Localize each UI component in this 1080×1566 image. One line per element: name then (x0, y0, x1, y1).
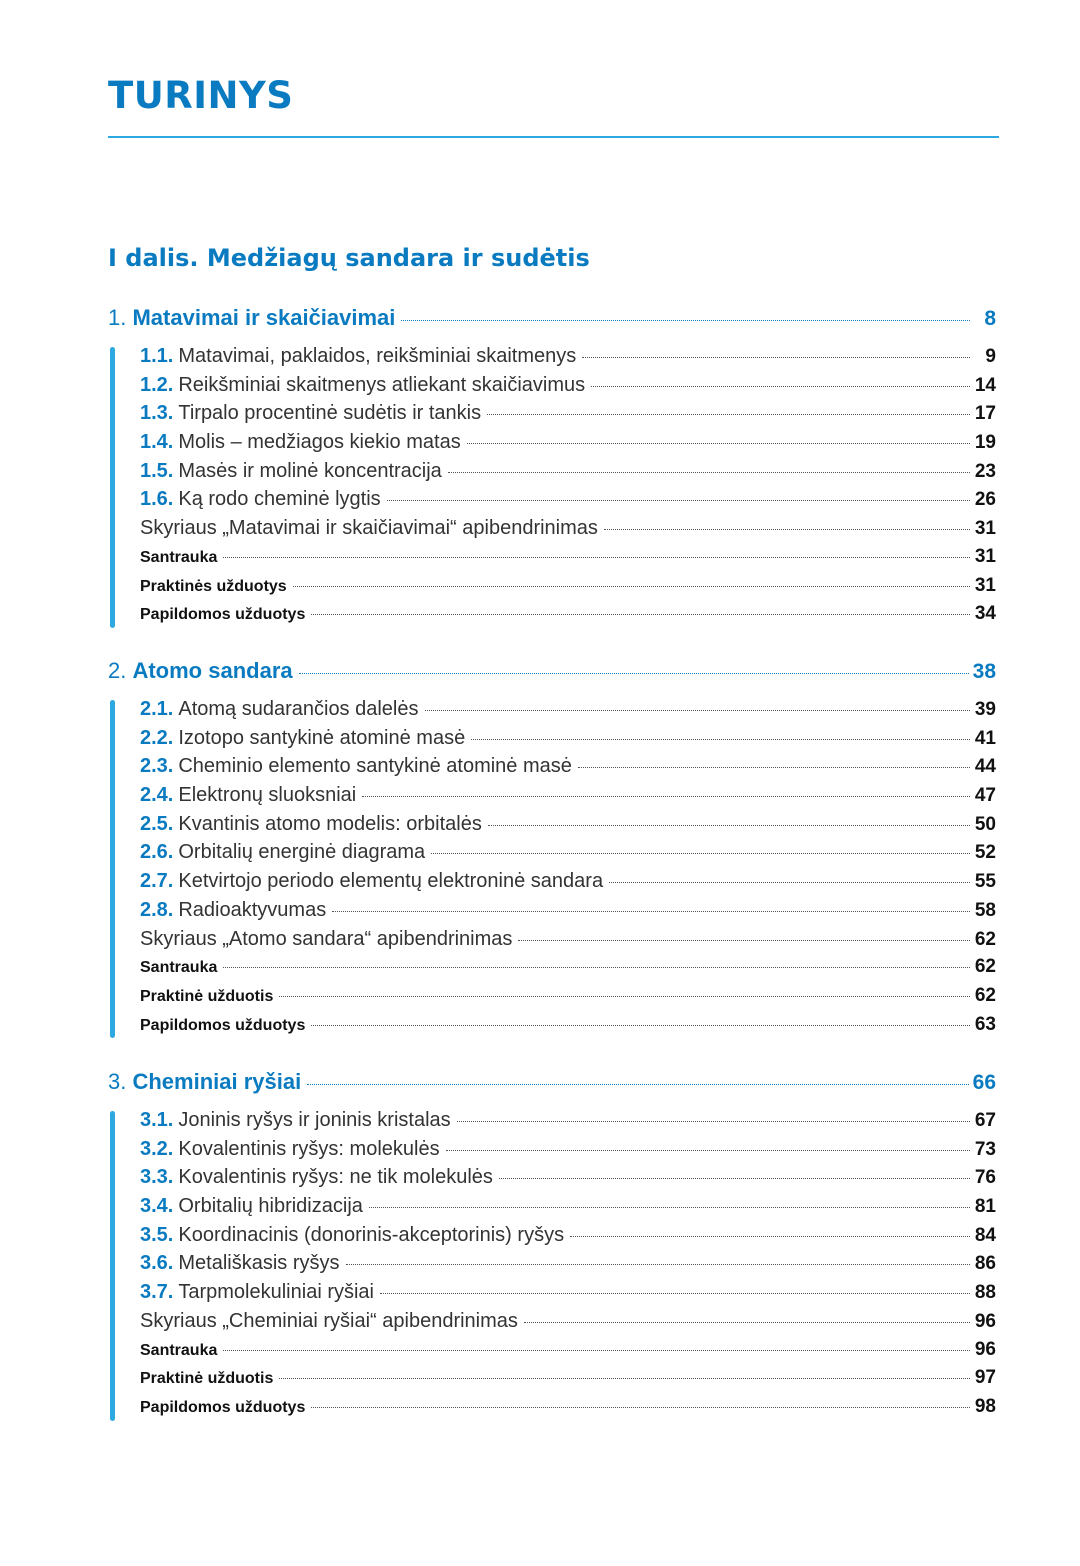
section-title: Ką rodo cheminė lygtis (178, 488, 381, 511)
toc-entry[interactable] (140, 374, 996, 403)
dot-leader (471, 739, 970, 740)
section-number: 1.5. (140, 459, 174, 482)
page-number: 73 (974, 1138, 996, 1160)
title-rule (108, 136, 999, 138)
dot-leader (487, 414, 970, 415)
accent-bar (110, 347, 115, 628)
page-number: 19 (974, 432, 996, 454)
section-number: 2.1. (140, 698, 174, 720)
dot-leader (223, 967, 970, 968)
section-number: 3.4. (140, 1195, 174, 1218)
section-title: Kovalentinis ryšys: ne tik molekulės (178, 1166, 493, 1189)
page-title: TURINYS (108, 74, 294, 117)
chapter-name: Matavimai ir skaičiavimai (132, 305, 396, 330)
page-number: 96 (974, 1338, 996, 1360)
section-title: Radioaktyvumas (178, 898, 327, 921)
page-number: 66 (972, 1071, 996, 1094)
dot-leader (446, 1150, 970, 1151)
section-number: 2.6. (140, 841, 174, 864)
section-title: Cheminio elemento santykinė atominė masė (178, 755, 572, 778)
section-number: 3.2. (140, 1137, 174, 1160)
section-title: Metališkasis ryšys (178, 1252, 340, 1275)
toc-entry[interactable] (140, 755, 996, 784)
page-number: 62 (974, 928, 996, 950)
dot-leader (279, 996, 970, 997)
page-number: 88 (974, 1282, 996, 1304)
dot-leader (311, 1407, 970, 1408)
page-number: 39 (974, 699, 996, 720)
toc-entry[interactable] (140, 1166, 996, 1195)
section-title: Reikšminiai skaitmenys atliekant skaičiavimus (178, 373, 586, 396)
toc-entry[interactable] (140, 1014, 996, 1043)
toc-entry[interactable] (140, 402, 996, 431)
page-number: 23 (974, 460, 996, 482)
dot-leader (518, 940, 970, 941)
toc-entry[interactable] (140, 698, 996, 727)
dot-leader (279, 1378, 970, 1379)
section-title: Santrauka (140, 548, 218, 566)
toc-entry[interactable] (140, 985, 996, 1014)
section-title: Papildomos užduotys (140, 1016, 306, 1034)
page-number: 62 (974, 956, 996, 978)
chapter-block (108, 1069, 996, 1425)
toc-entry[interactable] (140, 575, 996, 604)
page-number: 17 (974, 403, 996, 425)
page-number: 8 (984, 307, 996, 330)
page-number: 14 (974, 374, 996, 396)
dot-leader (591, 386, 970, 387)
section-title: Masės ir molinė koncentracija (178, 459, 442, 482)
section-number: 3.3. (140, 1166, 174, 1189)
section-title: Matavimai, paklaidos, reikšminiai skaitmenys (178, 345, 577, 367)
toc-entry[interactable] (140, 488, 996, 517)
toc-entry[interactable] (140, 956, 996, 985)
dot-leader (346, 1264, 971, 1265)
dot-leader (524, 1322, 970, 1323)
toc-entry[interactable] (140, 546, 996, 575)
section-number: 1.1. (140, 345, 174, 367)
toc-entry[interactable] (140, 345, 996, 374)
dot-leader (311, 1025, 970, 1026)
part-heading: I dalis. Medžiagų sandara ir sudėtis (108, 244, 590, 272)
section-title: Orbitalių energinė diagrama (178, 841, 426, 864)
section-number: 1.3. (140, 402, 174, 425)
page-number: 55 (974, 871, 996, 893)
section-title: Atomą sudarančios dalelės (178, 698, 419, 720)
section-title: Kvantinis atomo modelis: orbitalės (178, 812, 482, 835)
section-number: 1.6. (140, 488, 174, 511)
toc-entry[interactable] (140, 1138, 996, 1167)
toc-entry[interactable] (140, 1339, 996, 1368)
section-list (108, 345, 996, 632)
page-number: 52 (974, 842, 996, 864)
toc-entry[interactable] (140, 899, 996, 928)
section-title: Praktinės užduotys (140, 577, 287, 595)
toc-entry[interactable] (140, 784, 996, 813)
dot-leader (499, 1178, 970, 1179)
page-number: 44 (974, 756, 996, 778)
toc-entry[interactable] (140, 1195, 996, 1224)
toc-entry[interactable] (140, 1252, 996, 1281)
dot-leader (311, 614, 970, 615)
section-number: 3.7. (140, 1281, 174, 1304)
page-number: 67 (974, 1110, 996, 1131)
section-list (108, 1109, 996, 1425)
dot-leader (369, 1207, 970, 1208)
toc-entry[interactable] (140, 1224, 996, 1253)
section-number: 1.2. (140, 373, 174, 396)
dot-leader (467, 443, 970, 444)
dot-leader (401, 320, 970, 321)
page-number: 58 (974, 899, 996, 921)
page-number: 81 (974, 1196, 996, 1218)
section-number: 2.2. (140, 726, 174, 749)
toc-entry[interactable] (140, 517, 996, 546)
section-title: Orbitalių hibridizacija (178, 1195, 363, 1218)
section-title: Skyriaus „Atomo sandara“ apibendrinimas (140, 927, 513, 950)
section-title: Praktinė užduotis (140, 1370, 274, 1388)
dot-leader (307, 1084, 968, 1085)
page-number: 26 (974, 489, 996, 511)
page-number: 63 (974, 1013, 996, 1035)
section-number: 3.6. (140, 1252, 174, 1275)
page-number: 9 (985, 346, 996, 367)
chapter-number: 3. (108, 1069, 133, 1094)
page-number: 86 (974, 1253, 996, 1275)
dot-leader (299, 673, 969, 674)
section-number: 3.5. (140, 1223, 174, 1246)
accent-bar (110, 1111, 115, 1421)
page-number: 31 (974, 545, 996, 567)
dot-leader (578, 767, 970, 768)
dot-leader (332, 911, 970, 912)
section-title: Praktinė užduotis (140, 987, 274, 1005)
dot-leader (380, 1293, 970, 1294)
toc-entry[interactable] (140, 841, 996, 870)
section-title: Joninis ryšys ir joninis kristalas (178, 1109, 451, 1131)
section-title: Ketvirtojo periodo elementų elektroninė sandara (178, 870, 604, 893)
section-title: Izotopo santykinė atominė masė (178, 726, 466, 749)
page-number: 31 (974, 574, 996, 596)
page-number: 50 (974, 813, 996, 835)
page-number: 38 (972, 660, 996, 683)
dot-leader (457, 1121, 970, 1122)
section-title: Skyriaus „Matavimai ir skaičiavimai“ apibendrinimas (140, 517, 598, 540)
dot-leader (293, 586, 970, 587)
section-title: Tirpalo procentinė sudėtis ir tankis (178, 402, 482, 425)
toc-entry[interactable] (140, 1109, 996, 1138)
section-number: 2.3. (140, 755, 174, 778)
toc-entry[interactable] (140, 813, 996, 842)
dot-leader (431, 853, 970, 854)
dot-leader (448, 472, 970, 473)
section-number: 3.1. (140, 1109, 174, 1131)
section-title: Koordinacinis (donorinis-akceptorinis) ryšys (178, 1223, 565, 1246)
chapter-block (108, 305, 996, 632)
chapter-entry[interactable] (108, 658, 996, 688)
section-title: Papildomos užduotys (140, 606, 306, 624)
page-number: 62 (974, 984, 996, 1006)
section-number: 2.7. (140, 870, 174, 893)
chapter-title (108, 658, 293, 684)
section-number: 2.4. (140, 784, 174, 807)
chapter-title (108, 305, 395, 331)
page-number: 34 (974, 603, 996, 625)
dot-leader (223, 557, 970, 558)
chapter-entry[interactable] (108, 305, 996, 335)
toc-entry[interactable] (140, 431, 996, 460)
section-number: 2.8. (140, 898, 174, 921)
accent-bar (110, 700, 115, 1038)
chapter-number: 1. (108, 305, 133, 330)
page-number: 96 (974, 1310, 996, 1332)
page-number: 97 (974, 1367, 996, 1389)
toc-entry[interactable] (140, 1281, 996, 1310)
page-number: 98 (974, 1395, 996, 1417)
section-title: Papildomos užduotys (140, 1398, 306, 1416)
toc-entry[interactable] (140, 928, 996, 957)
toc-entry[interactable] (140, 1367, 996, 1396)
chapter-title (108, 1069, 301, 1095)
section-list (108, 698, 996, 1042)
page-number: 31 (974, 518, 996, 540)
dot-leader (582, 357, 970, 358)
chapter-name: Atomo sandara (132, 658, 293, 683)
toc-entry[interactable] (140, 1396, 996, 1425)
dot-leader (387, 500, 970, 501)
page-number: 84 (974, 1224, 996, 1246)
section-title: Elektronų sluoksniai (178, 784, 357, 807)
chapter-entry[interactable] (108, 1069, 996, 1099)
section-title: Skyriaus „Cheminiai ryšiai“ apibendrinimas (140, 1309, 518, 1332)
section-title: Molis – medžiagos kiekio matas (178, 431, 461, 454)
chapter-name: Cheminiai ryšiai (132, 1069, 302, 1094)
chapter-block (108, 658, 996, 1042)
dot-leader (425, 710, 971, 711)
dot-leader (604, 529, 970, 530)
toc-entry[interactable] (140, 603, 996, 632)
section-title: Santrauka (140, 1341, 218, 1359)
section-number: 1.4. (140, 431, 174, 454)
chapter-number: 2. (108, 658, 133, 683)
toc-entry[interactable] (140, 870, 996, 899)
dot-leader (488, 825, 970, 826)
section-title: Kovalentinis ryšys: molekulės (178, 1137, 440, 1160)
section-number: 2.5. (140, 812, 174, 835)
toc-entry[interactable] (140, 1310, 996, 1339)
toc-entry[interactable] (140, 460, 996, 489)
toc-entry[interactable] (140, 727, 996, 756)
page-number: 41 (974, 727, 996, 749)
dot-leader (362, 796, 970, 797)
dot-leader (223, 1350, 970, 1351)
dot-leader (609, 882, 970, 883)
dot-leader (570, 1236, 970, 1237)
page-number: 47 (974, 785, 996, 807)
section-title: Santrauka (140, 959, 218, 977)
page-number: 76 (974, 1167, 996, 1189)
section-title: Tarpmolekuliniai ryšiai (178, 1281, 374, 1304)
